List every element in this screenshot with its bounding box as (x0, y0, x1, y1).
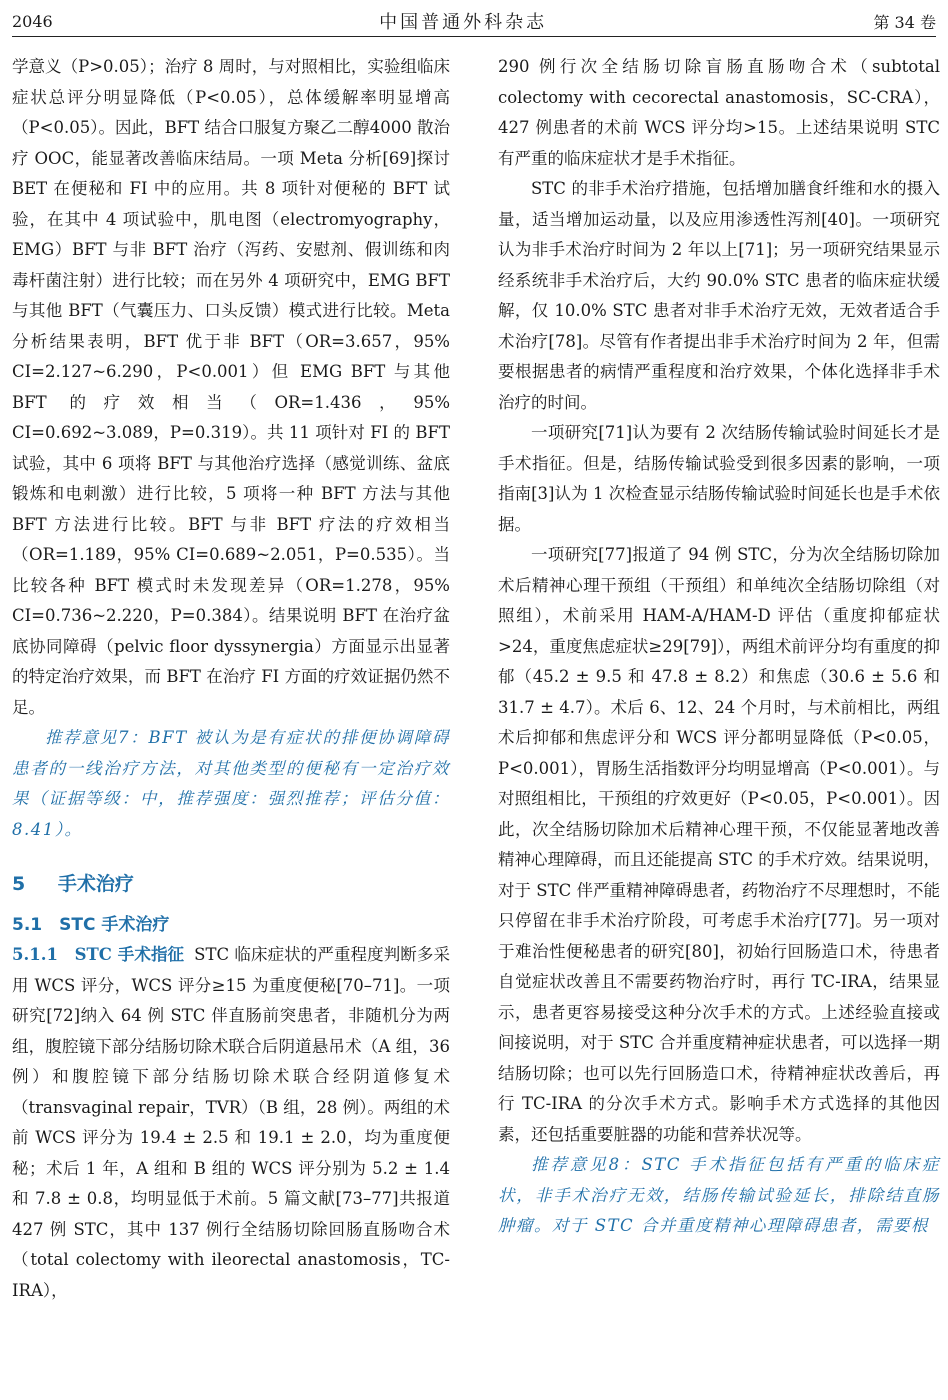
section-5-number: 5 (12, 873, 26, 895)
recommendation-7: 推荐意见7：BFT 被认为是有症状的排便协调障碍患者的一线治疗方法，对其他类型的便秘有一定治疗效果（证据等级：中，推荐强度：强烈推荐；评估分值：8.41）。 (12, 728, 450, 839)
recommendation-8: 推荐意见8：STC 手术指征包括有严重的临床症状，非手术治疗无效，结肠传输试验延长，排除结直肠肿瘤。对于 STC 合并重度精神心理障碍患者，需要根 (498, 1155, 940, 1235)
paragraph-transit-test: 一项研究[71]认为要有 2 次结肠传输试验时间延长才是手术指征。但是，结肠传输试验受到很多因素的影响，一项指南[3]认为 1 次检查显示结肠传输试验时间延长也是手术依据。 (498, 423, 940, 534)
page-number: 2046 (12, 11, 53, 31)
paragraph-nonsurgical: STC 的非手术治疗措施，包括增加膳食纤维和水的摄入量，适当增加运动量，以及应用渗透性泻剂[40]。一项研究认为非手术治疗时间为 2 年以上[71]；另一项研究结果显示经系统非手术治疗后，大约 90.0% STC 患者的临床症状缓解，仅 10.0% STC 患者对非手术治疗无效，无效者适合手术治疗[78]。尽管有作者提出非手术治疗时间为 2 年，但需要根据患者的病情严重程度和治疗效果，个体化选择非手术治疗的时间。 (498, 179, 940, 412)
left-column (12, 52, 450, 1306)
running-header (12, 6, 936, 37)
volume-label: 第 34 卷 (873, 12, 936, 32)
section-5-1-1-heading: 5.1.1 STC 手术指征 (12, 945, 185, 964)
paragraph-bft-meta: 学意义（P>0.05）；治疗 8 周时，与对照相比，实验组临床症状总评分明显降低（P<0.05），总体缓解率明显增高（P<0.05）。因此，BFT 结合口服复方聚乙二醇4000 散治疗 OOC，能显著改善临床结局。一项 Meta 分析[69]探讨 BET 在便秘和 FI 中的应用。共 8 项针对便秘的 BFT 试验，在其中 4 项试验中，肌电图（electromyography，EMG）BFT 与非 BFT 治疗（泻药、安慰剂、假训练和肉毒杆菌注射）进行比较；而在另外 4 项研究中，EMG BFT 与其他 BFT（气囊压力、口头反馈）模式进行比较。Meta 分析结果表明，BFT 优于非 BFT（OR=3.657，95% CI=2.127~6.290，P<0.001）但 EMG BFT 与其他 BFT 的疗效相当（OR=1.436，95% CI=0.692~3.089，P=0.319）。共 11 项针对 FI 的 BFT 试验，其中 6 项将 BFT 与其他治疗选择（感觉训练、盆底锻炼和电刺激）进行比较，5 项将一种 BFT 方法与其他 BFT 方法进行比较。BFT 与非 BFT 疗法的疗效相当（OR=1.189，95% CI=0.689~2.051，P=0.535）。当比较各种 BFT 模式时未发现差异（OR=1.278，95% CI=0.736~2.220，P=0.384）。结果说明 BFT 在治疗盆底协同障碍（pelvic floor dyssynergia）方面显示出显著的特定治疗效果，而 BFT 在治疗 FI 方面的疗效证据仍然不足。 (12, 57, 450, 717)
paragraph-stc-indication-text: STC 临床症状的严重程度判断多采用 WCS 评分，WCS 评分≥15 为重度便秘[70–71]。一项研究[72]纳入 64 例 STC 伴直肠前突患者，非随机分为两组，腹腔镜下部分结肠切除术联合后阴道悬吊术（A 组，36 例）和腹腔镜下部分结肠切除术联合经阴道修复术（transvaginal repair，TVR）（B 组，28 例）。两组的术前 WCS 评分为 19.4 ± 2.5 和 19.1 ± 2.0，均为重度便秘；术后 1 年，A 组和 B 组的 WCS 评分别为 5.2 ± 1.4 和 7.8 ± 0.8，均明显低于术前。5 篇文献[73–77]共报道 427 例 STC，其中 137 例行全结肠切除回肠直肠吻合术（total colectomy with ileorectal anastomosis，TC-IRA）， (12, 945, 450, 1300)
paragraph-stc-indication (12, 940, 450, 1306)
paragraph-psych-intervention: 一项研究[77]报道了 94 例 STC，分为次全结肠切除加术后精神心理干预组（干预组）和单纯次全结肠切除组（对照组），术前采用 HAM-A/HAM-D 评估（重度抑郁症状>24，重度焦虑症状≥29[79]），两组术前评分均有重度的抑郁（45.2 ± 9.5 和 47.8 ± 8.2）和焦虑（30.6 ± 5.6 和 31.7 ± 4.7）。术后 6、12、24 个月时，与术前相比，两组术后抑郁和焦虑评分和 WCS 评分都明显降低（P<0.05，P<0.001），胃肠生活指数评分均明显增高（P<0.001）。与对照组相比，干预组的疗效更好（P<0.05，P<0.001）。因此，次全结肠切除加术后精神心理干预，不仅能显著地改善精神心理障碍，而且还能提高 STC 的手术疗效。结果说明，对于 STC 伴严重精神障碍患者，药物治疗不尽理想时，不能只停留在非手术治疗阶段，可考虑手术治疗[77]。另一项对于难治性便秘患者的研究[80]，初始行回肠造口术，待患者自觉症状改善且不需要药物治疗时，再行 TC-IRA，结果显示，患者更容易接受这种分次手术的方式。上述经验直接或间接说明，对于 STC 合并重度精神症状患者，可以选择一期结肠切除；也可以先行回肠造口术，待精神症状改善后，再行 TC-IRA 的分次手术方式。影响手术方式选择的其他因素，还包括重要脏器的功能和营养状况等。 (498, 545, 940, 1144)
journal-title: 中国普通外科杂志 (379, 12, 548, 33)
section-5-title: 手术治疗 (57, 873, 134, 895)
section-5-1-heading: 5.1 STC 手术治疗 (12, 915, 170, 935)
right-column (498, 52, 940, 1242)
paragraph-sc-cra: 290 例行次全结肠切除盲肠直肠吻合术（subtotal colectomy with cecorectal anastomosis，SC-CRA），427 例患者的术前 WCS 评分均>15。上述结果说明 STC 有严重的临床症状才是手术指征。 (498, 57, 940, 168)
section-5-heading (12, 869, 450, 896)
